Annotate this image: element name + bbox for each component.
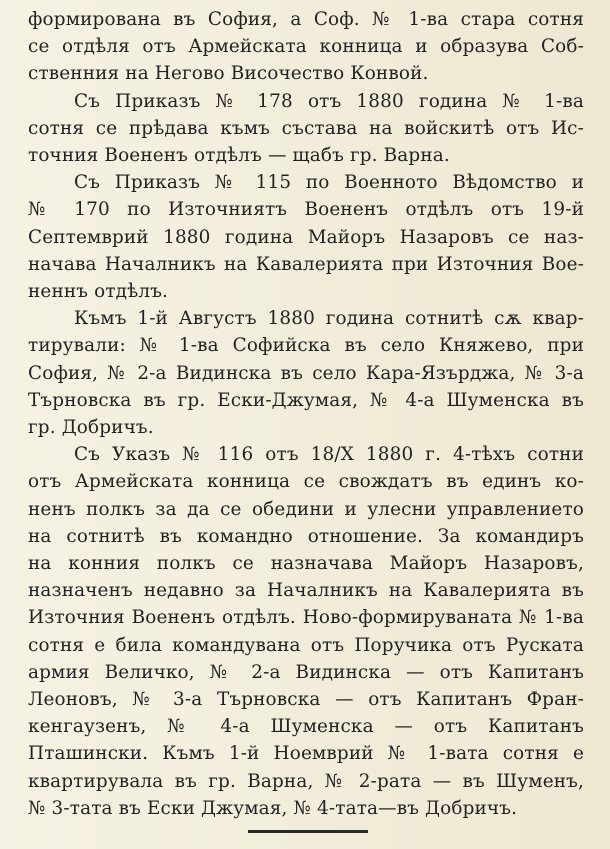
text-line: № 170 по Източниятъ Воененъ отдѣлъ отъ 19-й xyxy=(28,199,584,221)
text-line: Източния Воененъ отдѣлъ. Ново-формируваната № 1-ва xyxy=(28,607,584,629)
text-line: ненъ полкъ за да се обедини и улесни управлението xyxy=(28,498,584,520)
text-line: Съ Приказъ № 115 по Военното Вѣдомство и xyxy=(74,172,584,194)
text-line: точния Воененъ отдѣлъ — щабъ гр. Варна. xyxy=(28,145,450,167)
text-line: армия Величко, № 2-а Видинска — отъ Капитанъ xyxy=(28,661,584,683)
text-line: неннъ отдѣлъ. xyxy=(28,281,169,303)
text-line: назначенъ недавно за Началникъ на Кавалерията въ xyxy=(28,580,584,602)
text-line: ственния на Негово Височество Конвой. xyxy=(28,63,429,85)
text-line: Съ Указъ № 116 отъ 18/X 1880 г. 4-тѣхъ сотни xyxy=(74,444,584,466)
text-line: Къмъ 1-й Августъ 1880 година сотнитѣ сѫ квар- xyxy=(74,308,584,330)
text-line: сотня се прѣдава къмъ състава на войскитѣ отъ Ис- xyxy=(28,117,584,139)
text-line: Пташински. Къмъ 1-й Ноемврий № 1-вата сотня е xyxy=(28,743,584,765)
text-line: на конния полкъ се назначава Майоръ Назаровъ, xyxy=(28,553,584,575)
text-line: на сотнитѣ въ командно отношение. За командиръ xyxy=(28,525,584,547)
document-body xyxy=(28,6,584,822)
text-line: Търновска въ гр. Ески-Джумая, № 4-а Шуменска въ xyxy=(28,389,584,411)
text-line: София, № 2-а Видинска въ село Кара-Язърджа, № 3-а xyxy=(28,362,584,384)
text-line: тирували: № 1-ва Софийска въ село Княжево, при xyxy=(28,335,584,357)
text-line: квартирувала въ гр. Варна, № 2-рата — въ Шуменъ, xyxy=(28,770,584,792)
text-line: сотня е била командувана отъ Поручика отъ Руската xyxy=(28,634,584,656)
section-divider xyxy=(248,830,368,833)
text-line: Септемврий 1880 година Майоръ Назаровъ се наз- xyxy=(28,226,584,248)
text-line: формирована въ София, а Соф. № 1-ва стара сотня xyxy=(28,9,584,30)
text-line: № 3-тата въ Ески Джумая, № 4-тата—въ Добричъ. xyxy=(28,797,518,819)
text-line: Съ Приказъ № 178 отъ 1880 година № 1-ва xyxy=(74,90,584,112)
text-line: Леоновъ, № 3-а Търновска — отъ Капитанъ Фран- xyxy=(28,689,584,711)
text-line: начава Началникъ на Кавалерията при Източния Вое- xyxy=(28,253,584,275)
text-line: кенгаузенъ, № 4-а Шуменска — отъ Капитанъ xyxy=(28,716,584,738)
text-line: отъ Армейската конница се свождатъ въ единъ ко- xyxy=(28,471,584,493)
text-line: гр. Добричъ. xyxy=(28,417,154,439)
text-line: се отдѣля отъ Армейската конница и образува Соб- xyxy=(28,36,584,58)
